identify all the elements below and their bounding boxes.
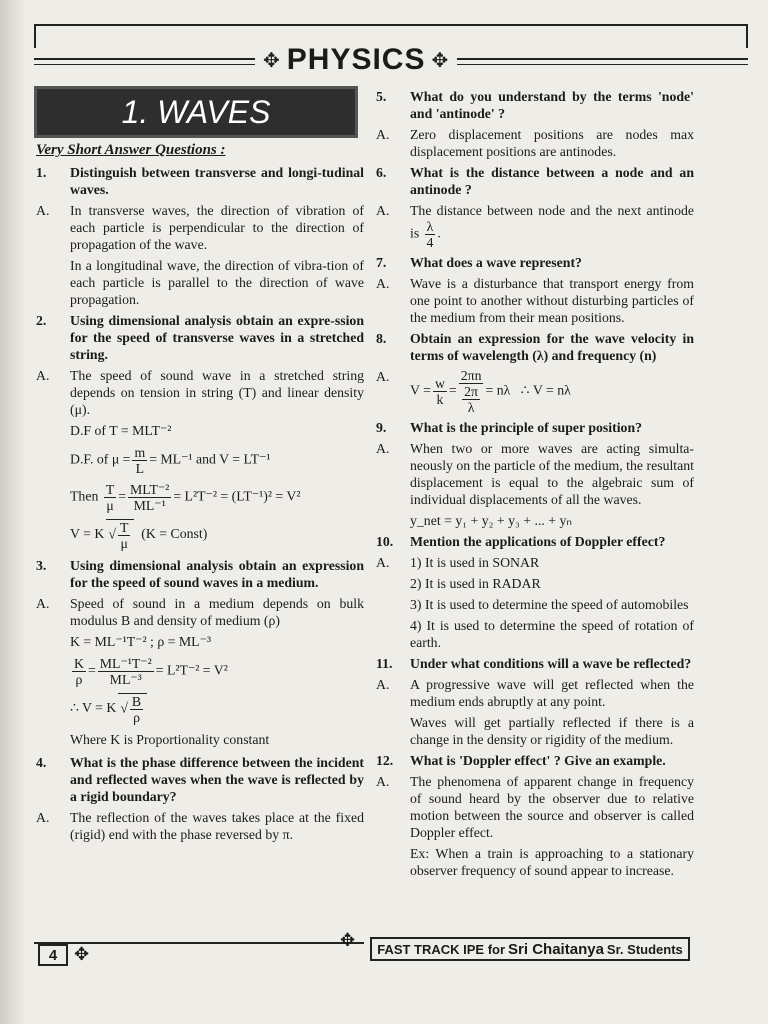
equation-v-sound: ∴ V = K √ $\frac{B}{\rho}$ — [70, 693, 364, 725]
question-9: 9. What is the principle of super position? — [376, 420, 643, 435]
equation-then: Then $\frac{T}{\mu}$ = $\frac{\text{MLT⁻²}}{\text{ML⁻¹}}$ = L²T⁻² = (LT⁻¹)² = V² — [70, 482, 301, 513]
answer-9: A. When two or more waves are acting simulta-neously on the particle of the medium, the resultant displacement is equal to the algebraic sum of individual displacements of all the waves. — [376, 441, 694, 507]
question-5: 5. What do you understand by the terms 'node' and 'antinode' ? — [376, 89, 694, 121]
subject-title: ✥ PHYSICS ✥ — [255, 42, 457, 78]
answer-10: A. 1) It is used in SONAR — [376, 555, 540, 570]
question-11: 11. Under what conditions will a wave be reflected? — [376, 656, 692, 671]
answer-4: A. The reflection of the waves takes place at the fixed (rigid) end with the phase reversed by π. — [36, 810, 364, 842]
question-7: 7. What does a wave represent? — [376, 255, 582, 270]
equation-v: V = K √ $\frac{T}{\mu}$ (K = Const) — [70, 520, 208, 551]
answer-5: A. Zero displacement positions are nodes max displacement positions are antinodes. — [376, 127, 694, 159]
chapter-banner: 1. WAVES — [34, 86, 358, 138]
answer-7: A. Wave is a disturbance that transport energy from one point to another without disturbing particles of the medium from their mean positions. — [376, 276, 694, 325]
left-column: 1. Distinguish between transverse and longi-tudinal waves. A. In transverse waves, the direction of vibration of each particle is perpendicular to the direction of propagation of the wave. In a longitudinal wave, the direction of vibra-tion of each particle is parallel to the direction of wave propagation. 2. Using dimensional analysis obtain an expre-ssion for the speed of transverse waves in a stretched string. A. The speed of sound wave in a stretched string depends on tension in string (T) and linear density (μ). D.F of T = MLT⁻² D.F. of μ = $\frac{m}{L}$ = ML⁻¹ and V = LT⁻¹ Then $\frac{T}{\mu}$ = $\frac{\text{MLT⁻²}}{\text{ML⁻¹}}$ = L²T⁻² = (LT⁻¹)² = V² V = K √ $\frac{T}{\mu}$ (K = Const) 3. Using dimensional analysis obtain an expression for the speed of sound waves in a medium. A. Speed of sound in a medium depends on bulk modulus B and density of medium (ρ) K = ML⁻¹T⁻² ; ρ = ML⁻³ $\frac{K}{\rho}$ = $\frac{\text{ML⁻¹T⁻²}}{\text{ML⁻³}}$ = L²T⁻² = V² ∴ V = K √ $\frac{B}{\rho}$ Where K is Proportionality constant 4. What is the phase difference between the incident and reflected waves when the wave is reflected by a rigid boundary? A. The reflection of the waves takes place at the fixed (rigid) end with the phase reversed by π. — [36, 165, 364, 842]
answer-8: A. V = $\frac{w}{k}$ = $\frac{2\pi n}{\frac{2\pi}{\lambda}}$ = nλ ∴ V = nλ — [376, 368, 571, 415]
question-6: 6. What is the distance between a node and an antinode ? — [376, 165, 694, 197]
ornament-right-icon: ✥ — [431, 48, 450, 72]
answer-11: A. A progressive wave will get reflected when the medium ends abruptly at any point. — [376, 677, 694, 709]
question-3: 3. Using dimensional analysis obtain an expression for the speed of sound waves in a medium. — [36, 558, 364, 590]
footer-ornament-icon: ✥ — [74, 944, 90, 965]
question-2: 2. Using dimensional analysis obtain an expre-ssion for the speed of transverse waves in a stretched string. — [36, 313, 364, 362]
question-1: 1. Distinguish between transverse and longi-tudinal waves. — [36, 165, 364, 197]
answer-3: A. Speed of sound in a medium depends on bulk modulus B and density of medium (ρ) — [36, 596, 364, 628]
question-12: 12. What is 'Doppler effect' ? Give an example. — [376, 753, 666, 768]
question-10: 10. Mention the applications of Doppler effect? — [376, 534, 666, 549]
equation-mu: D.F. of μ = $\frac{m}{L}$ = ML⁻¹ and V = LT⁻¹ — [70, 445, 271, 476]
ornament-left-icon: ✥ — [263, 48, 281, 72]
question-8: 8. Obtain an expression for the wave velocity in terms of wavelength (λ) and frequency (n) — [376, 331, 694, 363]
section-heading: Very Short Answer Questions : — [36, 142, 226, 158]
answer-12: A. The phenomena of apparent change in frequency of sound heard by the observer due to relative motion between the source and observer is called Doppler effect. — [376, 774, 694, 840]
equation-k-rho: $\frac{K}{\rho}$ = $\frac{\text{ML⁻¹T⁻²}}{\text{ML⁻³}}$ = L²T⁻² = V² — [74, 656, 228, 687]
question-4: 4. What is the phase difference between the incident and reflected waves when the wave is reflected by a rigid boundary? — [36, 755, 364, 804]
right-column: 5. What do you understand by the terms 'node' and 'antinode' ? A. Zero displacement positions are nodes max displacement positions are antinodes. 6. What is the distance between a node and an antinode ? A. The distance between node and the next antinode is $\frac{\lambda}{4}$ . 7. What does a wave represent? A. Wave is a disturbance that transport energy from one point to another without disturbing particles of the medium from their mean positions. 8. Obtain an expression for the wave velocity in terms of wavelength (λ) and frequency (n) A. V = $\frac{w}{k}$ = $\frac{2\pi n}{\frac{2\pi}{\lambda}}$ = nλ ∴ V = nλ 9. What is the principle of super position? A. When two or more waves are acting simulta-neously on the particle of the medium, the resultant displacement is equal to the algebraic sum of individual displacements of all the waves. y_net = y₁ + y₂ + y₃ + ... + yₙ 10. Mention the applications of Doppler effect? A. 1) It is used in SONAR 2) It is used in RADAR 3) It is used to determine the speed of automobiles 4) It is used to determine the speed of rotation of earth. 11. Under what conditions will a wave be reflected? A. A progressive wave will get reflected when the medium ends abruptly at any point. Waves will get partially reflected if there is a change in the density or rigidity of the medium. 12. What is 'Doppler effect' ? Give an example. A. The phenomena of apparent change in frequency of sound heard by the observer due to relative motion between the source and observer is called Doppler effect. Ex: When a train is approaching to a stationary observer frequency of sound appear to increase. — [376, 89, 694, 878]
answer-2: A. The speed of sound wave in a stretched string depends on tension in string (T) and linear density (μ). — [36, 368, 364, 417]
footer-brand: FAST TRACK IPE for Sri Chaitanya Sr. Students — [370, 937, 690, 961]
page-number: 4 — [38, 944, 68, 966]
answer-6: A. The distance between node and the next antinode is $\frac{\lambda}{4}$ . — [376, 203, 694, 250]
answer-1: A. In transverse waves, the direction of vibration of each particle is perpendicular to the direction of propagation of the wave. — [36, 203, 364, 252]
footer-ornament-icon: ✥ — [340, 930, 356, 951]
